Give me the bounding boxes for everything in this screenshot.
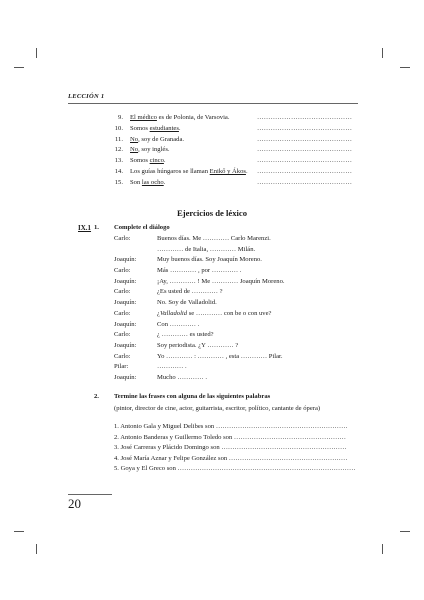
dialog-speaker: Carlo:: [114, 352, 131, 360]
crop-mark: [36, 48, 37, 58]
dialog-line: [114, 362, 364, 373]
dialog-line: [114, 255, 364, 266]
dialog-line: [114, 309, 364, 320]
sentence-row: [111, 178, 356, 189]
crop-mark: [382, 48, 383, 58]
answer-blank[interactable]: ……………………………………: [257, 167, 353, 175]
sentence-fragment: es de Polonia, de Varsovia.: [156, 114, 230, 121]
sentence-row: [111, 113, 356, 124]
dialog-line: [114, 373, 364, 384]
dialog-speaker: Joaquín:: [114, 373, 137, 381]
sentence-text: [130, 178, 165, 189]
crop-mark: [14, 67, 24, 68]
dialog-line: [114, 245, 364, 256]
answer-blank[interactable]: ……………………………………: [257, 135, 353, 143]
completion-item[interactable]: 5. Goya y El Greco son ………………………………………………………………………: [114, 465, 356, 473]
dialog-line: [114, 287, 364, 298]
crop-mark: [14, 531, 24, 532]
answer-blank[interactable]: ……………………………………: [257, 178, 353, 186]
sentence-text: [130, 167, 248, 178]
dialog-text[interactable]: ¿ ………… es usted?: [157, 331, 214, 339]
dialog-text[interactable]: Yo ………… : ………… , esta ………… Pilar.: [157, 352, 283, 360]
underlined-phrase: las ocho: [141, 178, 164, 186]
dialog-text[interactable]: ………… .: [157, 363, 187, 371]
sentence-fragment: Los guías húngaros se llaman: [130, 167, 210, 175]
underlined-phrase: No: [130, 146, 139, 154]
dialog-speaker: Joaquín:: [114, 299, 137, 307]
answer-blank[interactable]: ……………………………………: [257, 124, 353, 132]
dialog-text[interactable]: Más ………… , por ………… .: [157, 267, 242, 275]
dialog-line: [114, 352, 364, 363]
sentence-fragment: .: [178, 124, 181, 132]
dialog-text[interactable]: ¿Valladolid se ………… con be o con uve?: [157, 309, 272, 317]
sentence-number: 15.: [114, 178, 123, 186]
sentence-fragment: .: [163, 157, 166, 165]
sentence-text: [130, 145, 170, 156]
answer-blank[interactable]: ……………………………………: [257, 146, 353, 154]
sentence-number: 12.: [114, 146, 123, 154]
sentence-fragment: , soy inglés.: [138, 146, 170, 154]
dialog-line: [114, 266, 364, 277]
footer-rule: [68, 494, 112, 495]
dialog-text[interactable]: ¿Es usted de ………… ?: [157, 288, 223, 296]
answer-blank[interactable]: ……………………………………: [257, 114, 353, 121]
sentence-fragment: Somos: [130, 157, 150, 165]
underlined-phrase: estudiantes: [149, 124, 179, 132]
sentence-fragment: Somos: [130, 124, 150, 132]
dialog-speaker: Joaquín:: [114, 341, 137, 349]
dialog-speaker: Carlo:: [114, 309, 131, 317]
sentence-fragment: .: [163, 178, 166, 186]
underlined-phrase: El médico: [130, 114, 157, 121]
underlined-phrase: Enikő y Ákos: [209, 167, 246, 175]
completion-list: [114, 422, 364, 475]
sentence-fragment: , soy de Granada.: [138, 135, 185, 143]
crop-mark: [382, 544, 383, 554]
dialog-text[interactable]: Soy periodista. ¿Y ………… ?: [157, 341, 239, 349]
exercise-1-title: Complete el diálogo: [114, 224, 170, 231]
running-head: LECCIÓN 1: [68, 93, 105, 100]
dialog-speaker: Carlo:: [114, 267, 131, 275]
sentence-number: 11.: [115, 135, 123, 143]
exercise-1-number: 1.: [94, 224, 99, 231]
dialog-text[interactable]: Mucho ………… .: [157, 373, 208, 381]
crop-mark: [36, 544, 37, 554]
dialog-line: [114, 320, 364, 331]
sentence-number: 9.: [118, 114, 123, 121]
underlined-phrase: No: [130, 135, 139, 143]
section-title: Ejercicios de léxico: [176, 208, 247, 218]
dialog-speaker: Joaquín:: [114, 256, 137, 264]
dialog-line: [114, 277, 364, 288]
completion-item[interactable]: 2. Antonio Banderas y Guillermo Toledo son ……………………………………………: [114, 433, 347, 441]
sentence-row: [111, 145, 356, 156]
dialog-speaker: Joaquín:: [114, 320, 137, 328]
answer-blank[interactable]: ……………………………………: [257, 157, 353, 165]
sentence-list: [111, 113, 356, 189]
dialog-text[interactable]: Con ………… .: [157, 320, 200, 328]
sentence-row: [111, 135, 356, 146]
completion-item[interactable]: 1. Antonio Gala y Miguel Delibes son ……………………………………………………: [114, 423, 348, 430]
exercise-2-title: Termine las frases con alguna de las siguientes palabras: [114, 393, 271, 400]
sentence-text: [130, 113, 230, 124]
dialog-speaker: Joaquín:: [114, 277, 137, 285]
dialog-speaker: Carlo:: [114, 235, 131, 242]
dialog-line: [114, 234, 364, 245]
reference-mark: IX.1: [78, 224, 92, 232]
exercise-2-word-list: (pintor, director de cine, actor, guitarrista, escritor, político, cantante de ópera): [114, 405, 321, 412]
page-number: 20: [68, 496, 81, 511]
underlined-phrase: cinco: [149, 157, 164, 165]
exercise-2-number: 2.: [94, 393, 99, 400]
sentence-text: [130, 124, 181, 135]
dialog-text[interactable]: ¡Ay, ………… ! Me ………… Joaquín Moreno.: [157, 277, 285, 285]
sentence-number: 13.: [114, 157, 123, 165]
dialog-line: [114, 298, 364, 309]
dialog-exercise: [114, 234, 364, 384]
sentence-row: [111, 124, 356, 135]
completion-item[interactable]: 3. José Carreras y Plácido Domingo son …………………………………………………: [114, 444, 347, 452]
header-rule: [68, 103, 358, 104]
dialog-text[interactable]: Buenos días. Me ………… Carlo Marenzi.: [157, 235, 271, 242]
sentence-row: [111, 156, 356, 167]
sentence-fragment: Son: [130, 178, 142, 186]
dialog-line: [114, 341, 364, 352]
dialog-speaker: Carlo:: [114, 288, 131, 296]
dialog-text[interactable]: No. Soy de Valladolid.: [157, 299, 217, 307]
dialog-text[interactable]: ………… de Italia, ………… Milán.: [157, 245, 256, 253]
dialog-line: [114, 330, 364, 341]
sentence-text: [130, 156, 166, 167]
dialog-text[interactable]: Muy buenos días. Soy Joaquín Moreno.: [157, 256, 262, 264]
sentence-text: [130, 135, 184, 146]
dialog-speaker: Carlo:: [114, 331, 131, 339]
sentence-fragment: .: [245, 167, 248, 175]
sentence-number: 14.: [114, 167, 123, 175]
sentence-row: [111, 167, 356, 178]
crop-mark: [400, 531, 410, 532]
crop-mark: [400, 67, 410, 68]
sentence-number: 10.: [114, 124, 123, 132]
completion-item[interactable]: 4. José María Aznar y Felipe González son ………………………………………………: [114, 454, 348, 462]
dialog-speaker: Pilar:: [114, 363, 129, 371]
